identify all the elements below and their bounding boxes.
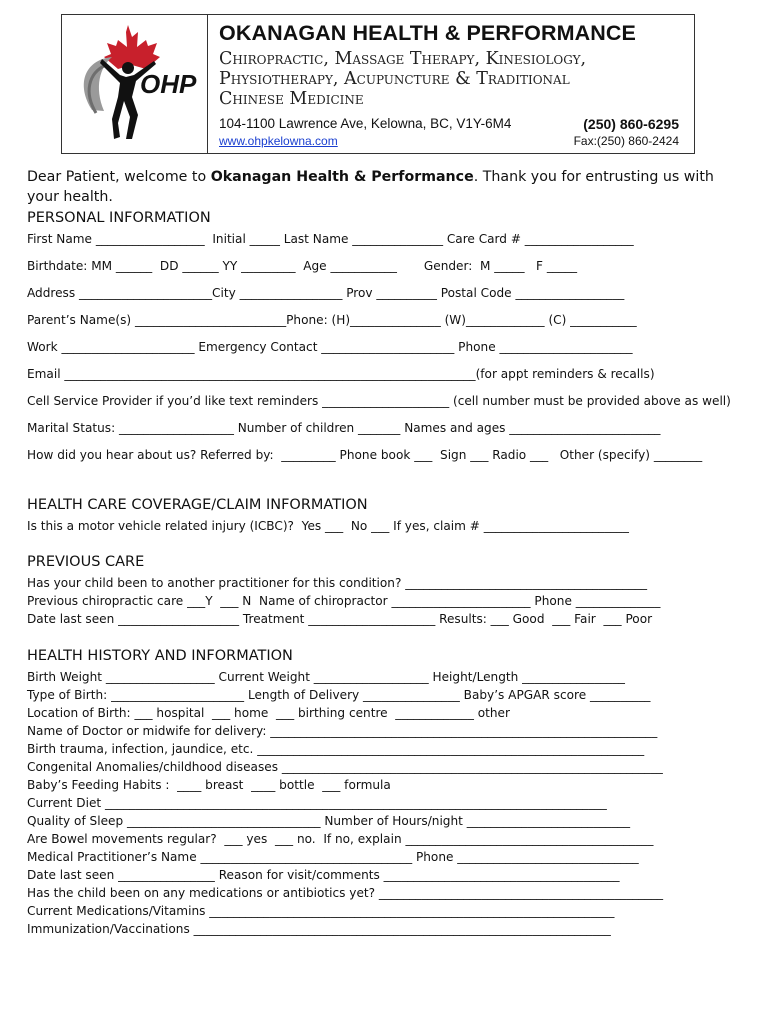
form-line-location-of-birth[interactable]: Location of Birth: ___ hospital ___ home ___ birthing centre _____________ other: [27, 706, 510, 720]
website-link[interactable]: www.ohpkelowna.com: [219, 134, 338, 148]
form-line-cell-provider[interactable]: Cell Service Provider if you’d like text reminders _____________________ (cell number must be provided above as well): [27, 394, 731, 408]
maple-leaf-figure-icon: [62, 15, 207, 153]
form-line-current-medications[interactable]: Current Medications/Vitamins ___________________________________________________________________: [27, 904, 615, 918]
section-title-previous-care: PREVIOUS CARE: [27, 554, 145, 570]
form-line-feeding[interactable]: Baby’s Feeding Habits : ____ breast ____ bottle ___ formula: [27, 778, 391, 792]
clinic-name: OKANAGAN HEALTH & PERFORMANCE: [219, 21, 636, 45]
form-line-date-last-seen[interactable]: Date last seen ____________________ Treatment _____________________ Results: ___ Good ___ Fair ___ Poor: [27, 612, 653, 626]
form-line-bowel[interactable]: Are Bowel movements regular? ___ yes ___ no. If no, explain _________________________________________: [27, 832, 654, 846]
form-line-marital[interactable]: Marital Status: ___________________ Number of children _______ Names and ages _________________________: [27, 421, 661, 435]
logo-text: OHP: [140, 69, 197, 99]
section-title-coverage: HEALTH CARE COVERAGE/CLAIM INFORMATION: [27, 497, 368, 513]
services-list: [219, 49, 689, 109]
welcome-clinic: Okanagan Health & Performance: [210, 169, 474, 185]
clinic-header: [61, 14, 695, 154]
ohp-logo: [62, 15, 208, 153]
services-line: Chiropractic, Massage Therapy, Kinesiology,: [219, 49, 587, 69]
clinic-fax: Fax:(250) 860-2424: [573, 134, 679, 148]
services-line: Physiotherapy, Acupuncture & Traditional: [219, 69, 570, 89]
form-line-type-of-birth[interactable]: Type of Birth: ______________________ Length of Delivery ________________ Baby’s APGAR score __________: [27, 688, 651, 702]
form-line-immunization[interactable]: Immunization/Vaccinations _____________________________________________________________________: [27, 922, 611, 936]
welcome-prefix: Dear Patient, welcome to: [27, 169, 211, 185]
form-line-previous-chiro[interactable]: Previous chiropractic care ___Y ___ N Name of chiropractor _______________________ Phone ______________: [27, 594, 661, 608]
form-line-last-seen-reason[interactable]: Date last seen ________________ Reason for visit/comments _______________________________________: [27, 868, 620, 882]
form-line-medical-practitioner[interactable]: Medical Practitioner’s Name ___________________________________ Phone ______________________________: [27, 850, 639, 864]
form-line-icbc[interactable]: Is this a motor vehicle related injury (ICBC)? Yes ___ No ___ If yes, claim # ________________________: [27, 519, 629, 533]
welcome-suffix: . Thank you for entrusting us with your health.: [27, 169, 714, 205]
form-line-referral[interactable]: How did you hear about us? Referred by: _________ Phone book ___ Sign ___ Radio ___ Other (specify) ________: [27, 448, 703, 462]
form-line-congenital[interactable]: Congenital Anomalies/childhood diseases _______________________________________________________________: [27, 760, 663, 774]
form-line-email[interactable]: Email ____________________________________________________________________(for appt reminders & recalls): [27, 367, 655, 381]
form-line-address[interactable]: Address ______________________City _________________ Prov __________ Postal Code __________________: [27, 286, 625, 300]
clinic-phone: (250) 860-6295: [583, 116, 679, 132]
form-line-birthdate[interactable]: Birthdate: MM ______ DD ______ YY _________ Age ___________ Gender: M _____ F _____: [27, 259, 578, 273]
form-line-doctor-midwife[interactable]: Name of Doctor or midwife for delivery: ________________________________________________________________: [27, 724, 658, 738]
form-line-other-practitioner[interactable]: Has your child been to another practitioner for this condition? ________________________________________: [27, 576, 648, 590]
services-line: Chinese Medicine: [219, 89, 364, 109]
clinic-address: 104-1100 Lawrence Ave, Kelowna, BC, V1Y-6M4: [219, 116, 512, 131]
section-title-health-history: HEALTH HISTORY AND INFORMATION: [27, 648, 293, 664]
form-line-current-diet[interactable]: Current Diet ___________________________________________________________________________________: [27, 796, 607, 810]
form-line-parents[interactable]: Parent’s Name(s) _________________________Phone: (H)_______________ (W)_____________ (C) ___________: [27, 313, 637, 327]
form-line-medications-yet[interactable]: Has the child been on any medications or antibiotics yet? _______________________________________________: [27, 886, 664, 900]
form-line-work[interactable]: Work ______________________ Emergency Contact ______________________ Phone ______________________: [27, 340, 633, 354]
welcome-message: [27, 167, 742, 207]
section-title-personal: PERSONAL INFORMATION: [27, 210, 211, 226]
form-line-birth-trauma[interactable]: Birth trauma, infection, jaundice, etc. ________________________________________________________________: [27, 742, 645, 756]
form-line-sleep[interactable]: Quality of Sleep ________________________________ Number of Hours/night ___________________________: [27, 814, 630, 828]
form-line-name[interactable]: First Name __________________ Initial _____ Last Name _______________ Care Card # __________________: [27, 232, 634, 246]
form-line-birth-weight[interactable]: Birth Weight __________________ Current Weight ___________________ Height/Length _________________: [27, 670, 625, 684]
